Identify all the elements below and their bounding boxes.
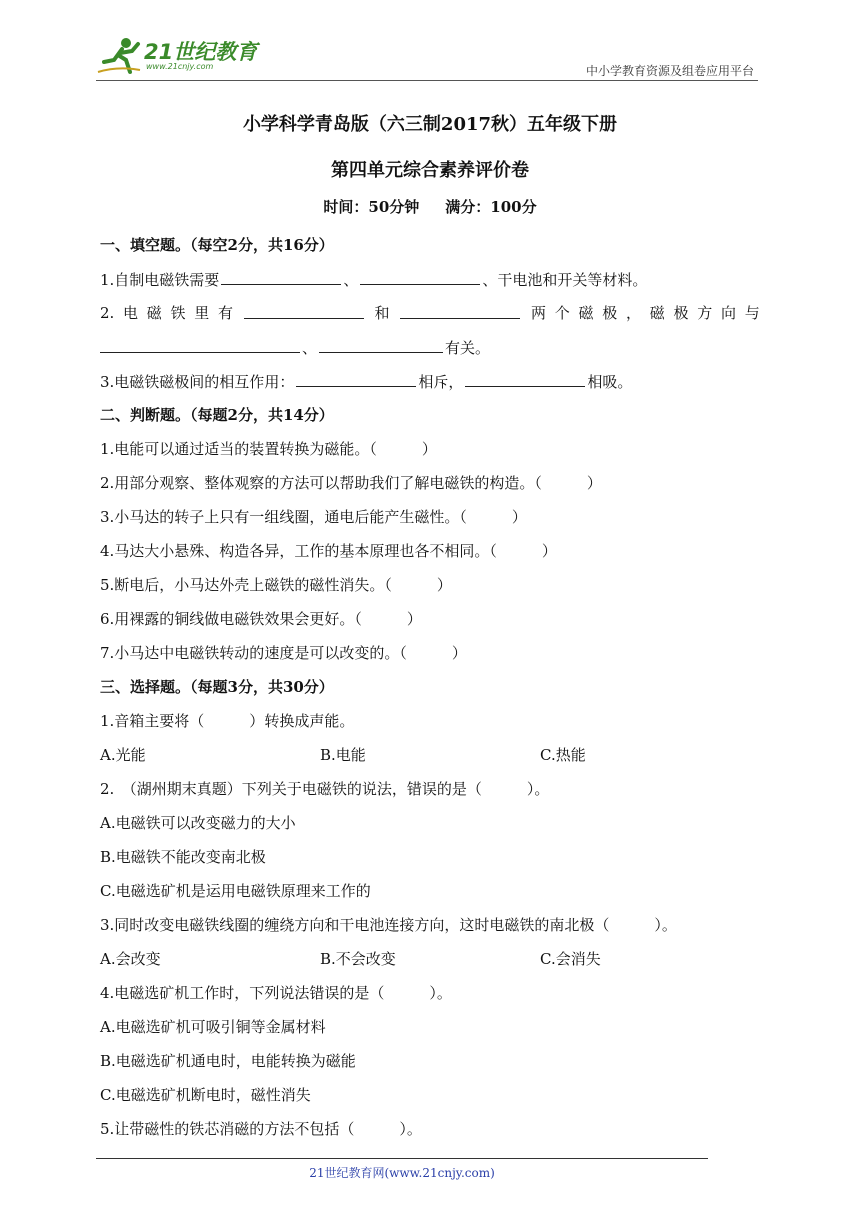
question-choice-3: 3.同时改变电磁铁线圈的缠绕方向和干电池连接方向，这时电磁铁的南北极（ ）。: [100, 916, 677, 934]
choice-options: [100, 942, 760, 976]
question-judge-6: 6.用裸露的铜线做电磁铁效果会更好。（ ）: [100, 610, 422, 628]
option-a: A.电磁选矿机可吸引铜等金属材料: [100, 1018, 326, 1036]
option-c: C.电磁选矿机断电时，磁性消失: [100, 1086, 311, 1104]
option-b: B.电磁铁不能改变南北极: [100, 848, 266, 866]
option-c: C.会消失: [540, 950, 601, 968]
logo: [96, 34, 266, 78]
question-judge-5: 5.断电后，小马达外壳上磁铁的磁性消失。（ ）: [100, 576, 452, 594]
question-fill-1: 1.自制电磁铁需要 、 、干电池和开关等材料。: [100, 262, 760, 296]
option-b: B.电能: [320, 746, 366, 764]
exam-content: [100, 228, 760, 1146]
answer-blank[interactable]: [465, 364, 585, 387]
exam-title: 小学科学青岛版（六三制2017秋）五年级下册: [242, 114, 618, 135]
exam-meta: [0, 196, 860, 217]
option-c: C.热能: [540, 746, 586, 764]
question-judge-3: 3.小马达的转子上只有一组线圈，通电后能产生磁性。（ ）: [100, 508, 527, 526]
choice-options: [100, 738, 760, 772]
question-choice-5: 5.让带磁性的铁芯消磁的方法不包括（ ）。: [100, 1120, 422, 1138]
answer-blank[interactable]: [400, 296, 520, 319]
exam-time: 时间：50分钟: [323, 198, 420, 216]
question-fill-2-cont: 、 有关。: [100, 330, 760, 364]
exam-subtitle: 第四单元综合素养评价卷: [331, 160, 529, 181]
platform-label: 中小学教育资源及组卷应用平台: [585, 64, 754, 78]
answer-blank[interactable]: [296, 364, 416, 387]
option-b: B.电磁选矿机通电时，电能转换为磁能: [100, 1052, 356, 1070]
question-fill-3: 3.电磁铁磁极间的相互作用： 相斥， 相吸。: [100, 364, 760, 398]
question-choice-4: 4.电磁选矿机工作时，下列说法错误的是（ ）。: [100, 984, 452, 1002]
option-a: A.会改变: [100, 950, 161, 968]
question-fill-2: 2. 电 磁 铁 里 有 和 两 个 磁 极 ， 磁 极 方 向 与: [100, 296, 760, 330]
question-judge-2: 2.用部分观察、整体观察的方法可以帮助我们了解电磁铁的构造。（ ）: [100, 474, 602, 492]
logo-url: www.21cnjy.com: [146, 62, 214, 71]
option-b: B.不会改变: [320, 950, 396, 968]
option-c: C.电磁选矿机是运用电磁铁原理来工作的: [100, 882, 371, 900]
answer-blank[interactable]: [319, 330, 443, 353]
option-a: A.光能: [100, 746, 146, 764]
page-header: [96, 34, 758, 81]
running-figure-icon: [96, 36, 142, 76]
question-judge-7: 7.小马达中电磁铁转动的速度是可以改变的。（ ）: [100, 644, 467, 662]
answer-blank[interactable]: [221, 262, 341, 285]
section-heading: 一、填空题。（每空2分，共16分）: [100, 236, 334, 254]
question-choice-2: 2. （湖州期末真题）下列关于电磁铁的说法，错误的是（ ）。: [100, 780, 550, 798]
section-heading: 三、选择题。（每题3分，共30分）: [100, 678, 334, 696]
option-a: A.电磁铁可以改变磁力的大小: [100, 814, 296, 832]
footer-divider: [96, 1158, 708, 1159]
answer-blank[interactable]: [244, 296, 364, 319]
question-judge-1: 1.电能可以通过适当的装置转换为磁能。（ ）: [100, 440, 437, 458]
answer-blank[interactable]: [100, 330, 300, 353]
footer-text: 21世纪教育网(www.21cnjy.com): [309, 1166, 495, 1180]
question-choice-1: 1.音箱主要将（ ）转换成声能。: [100, 712, 355, 730]
section-heading: 二、判断题。（每题2分，共14分）: [100, 406, 334, 424]
logo-text: 21世纪教育: [144, 40, 258, 64]
question-judge-4: 4.马达大小悬殊、构造各异，工作的基本原理也各不相同。（ ）: [100, 542, 557, 560]
exam-score: 满分：100分: [445, 198, 537, 216]
answer-blank[interactable]: [360, 262, 480, 285]
